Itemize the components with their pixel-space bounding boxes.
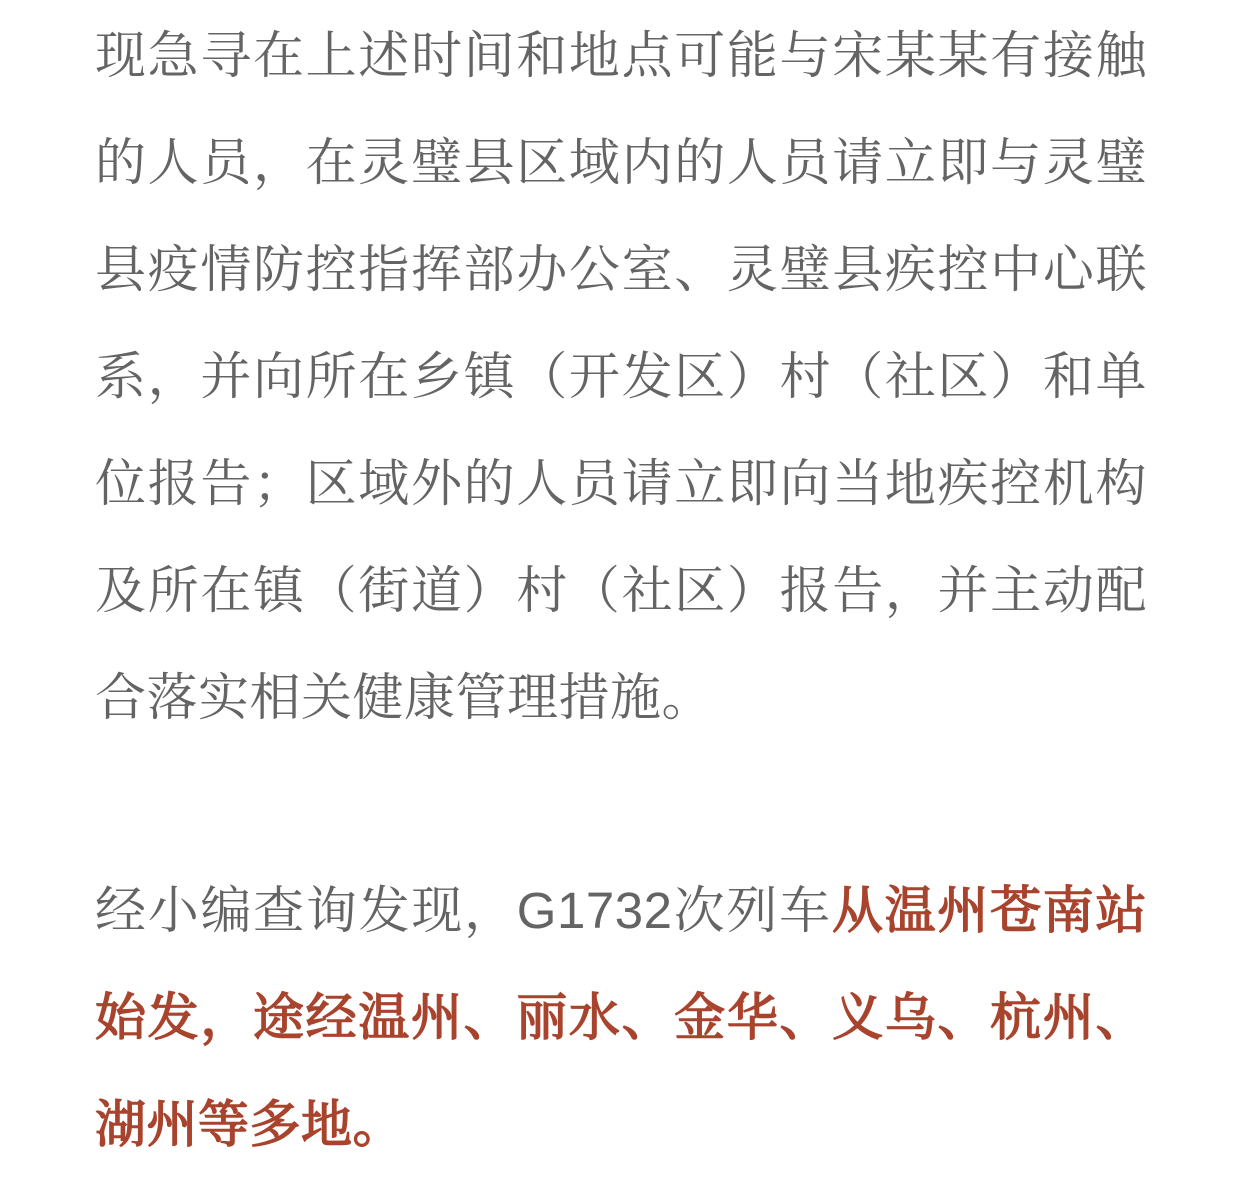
train-route-prefix-text: 经小编查询发现，G1732次列车 xyxy=(95,882,832,939)
paragraph-train-route xyxy=(95,857,1147,1178)
train-route-highlight-text: 从温州苍南站始发，途经温州、丽水、金华、义乌、杭州、湖州等多地。 xyxy=(95,882,1147,1153)
paragraph-contact-notice xyxy=(95,2,1147,751)
contact-notice-text: 现急寻在上述时间和地点可能与宋某某有接触的人员，在灵璧县区域内的人员请立即与灵璧县疫情防控指挥部办公室、灵璧县疾控中心联系，并向所在乡镇（开发区）村（社区）和单位报告；区域外的人员请立即向当地疾控机构及所在镇（街道）村（社区）报告，并主动配合落实相关健康管理措施。 xyxy=(95,27,1147,726)
